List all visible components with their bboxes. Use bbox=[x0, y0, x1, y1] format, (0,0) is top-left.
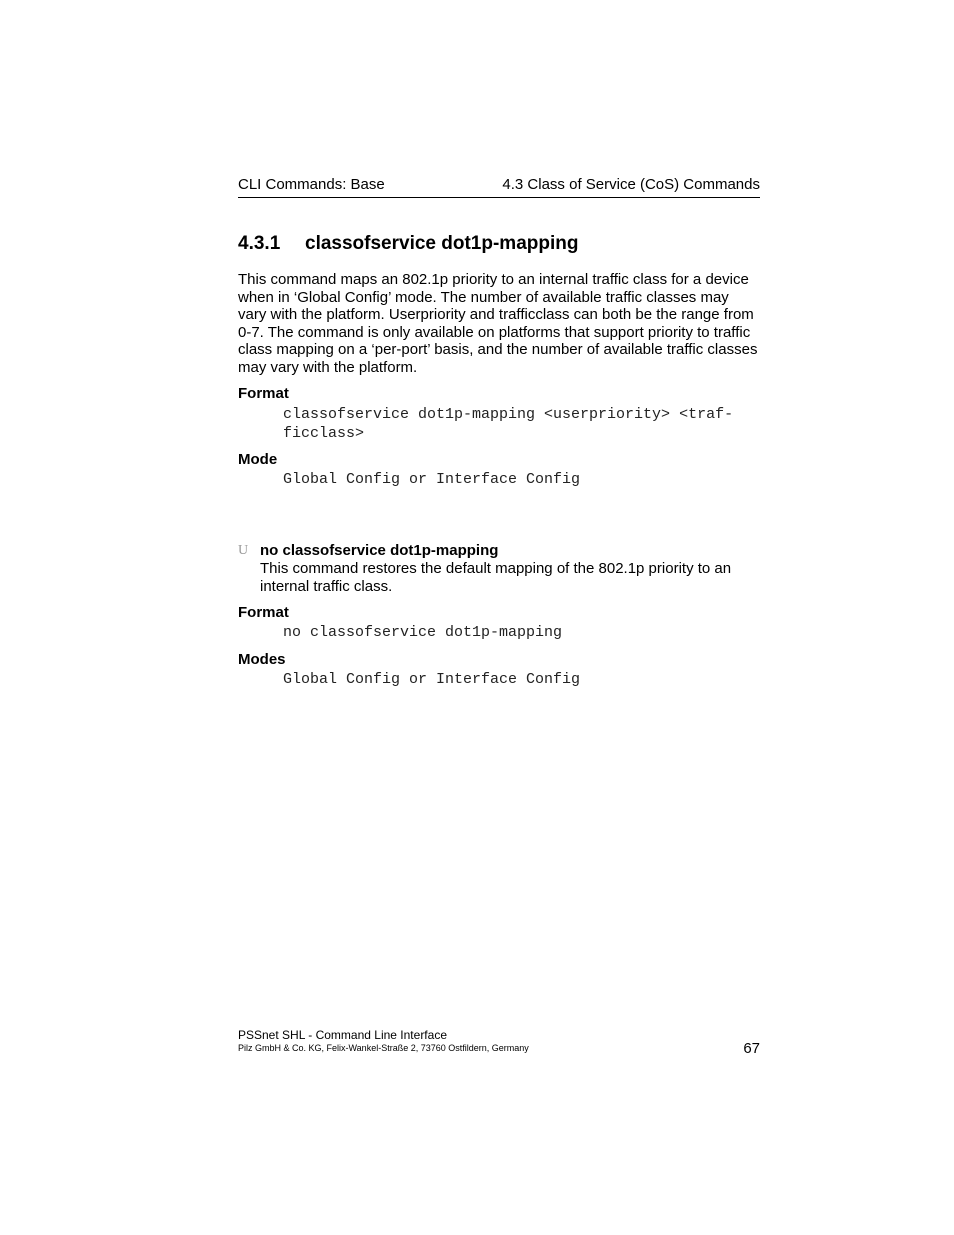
subcommand-title: no classofservice dot1p-mapping bbox=[260, 542, 499, 559]
mode-label: Mode bbox=[238, 451, 278, 468]
format-label: Format bbox=[238, 385, 289, 402]
subcommand-description: This command restores the default mapping of the 802.1p priority to an internal traffic class. bbox=[260, 560, 732, 595]
format-code: classofservice dot1p-mapping <userpriority> <traf- ficclass> bbox=[283, 406, 734, 442]
modes-label: Modes bbox=[238, 651, 286, 668]
modes-value: Global Config or Interface Config bbox=[283, 671, 581, 688]
section-title: classofservice dot1p-mapping bbox=[305, 233, 579, 254]
section-heading bbox=[238, 233, 578, 255]
mode-value: Global Config or Interface Config bbox=[283, 471, 581, 488]
page-number: 67 bbox=[743, 1040, 760, 1057]
bullet-icon: U bbox=[238, 543, 249, 558]
footer-title: PSSnet SHL - Command Line Interface bbox=[238, 1028, 447, 1042]
header-section: 4.3 Class of Service (CoS) Commands bbox=[502, 176, 760, 193]
no-format-label: Format bbox=[238, 604, 289, 621]
running-header bbox=[238, 176, 760, 198]
document-page bbox=[238, 0, 760, 1235]
section-description: This command maps an 802.1p priority to an internal traffic class for a device when in ‘Global Config’ mode. The number of available traffic classes may vary with the platform. Userpriority and trafficclass can both be the range from 0-7. The command is only available on platforms that support priority to traffic class mapping on a ‘per-port’ basis, and the number of available traffic classes may vary with the platform. bbox=[238, 271, 758, 376]
section-number: 4.3.1 bbox=[238, 233, 281, 254]
no-format-code: no classofservice dot1p-mapping bbox=[283, 624, 563, 641]
header-chapter: CLI Commands: Base bbox=[238, 176, 385, 193]
footer-address: Pilz GmbH & Co. KG, Felix-Wankel-Straße 2, 73760 Ostfildern, Germany bbox=[238, 1043, 529, 1053]
